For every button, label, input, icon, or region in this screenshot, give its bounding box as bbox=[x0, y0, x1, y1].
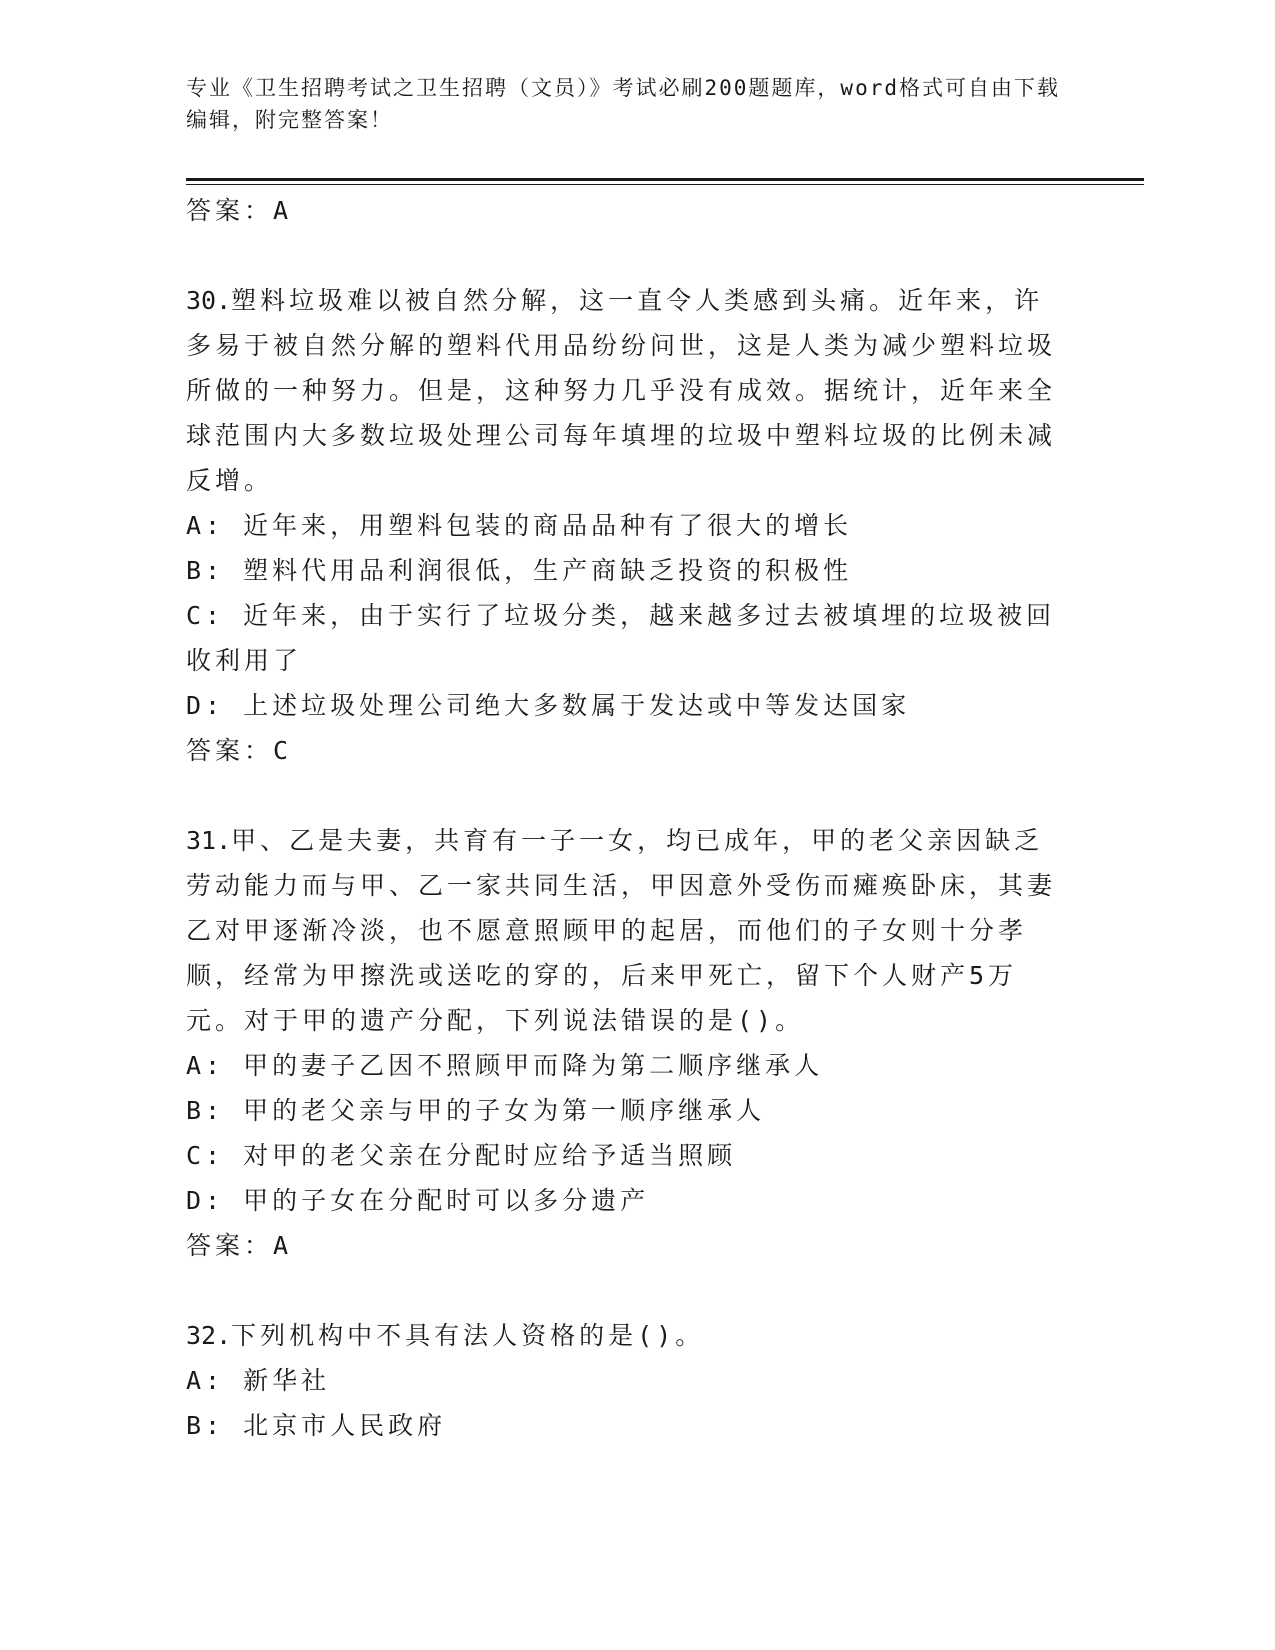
option-b bbox=[186, 1403, 1066, 1448]
option-a bbox=[186, 1358, 1066, 1403]
answer-value: A bbox=[273, 1231, 293, 1260]
option-text: 甲的妻子乙因不照顾甲而降为第二顺序继承人 bbox=[243, 1051, 824, 1080]
option-text: 近年来，用塑料包装的商品品种有了很大的增长 bbox=[243, 511, 853, 540]
option-key: C: bbox=[186, 601, 225, 630]
question-text: 下列机构中不具有法人资格的是()。 bbox=[231, 1321, 705, 1350]
document-body bbox=[186, 188, 1066, 1448]
question-32 bbox=[186, 1313, 1066, 1448]
answer-line bbox=[186, 728, 1066, 773]
option-a bbox=[186, 503, 1066, 548]
option-key: C: bbox=[186, 1141, 225, 1170]
question-text: 甲、乙是夫妻，共育有一子一女，均已成年，甲的老父亲因缺乏劳动能力而与甲、乙一家共同生活，甲因意外受伤而瘫痪卧床，其妻乙对甲逐渐冷淡，也不愿意照顾甲的起居，而他们的子女则十分孝顺，经常为甲擦洗或送吃的穿的，后来甲死亡，留下个人财产5万元。对于甲的遗产分配，下列说法错误的是()。 bbox=[186, 826, 1057, 1035]
option-text: 上述垃圾处理公司绝大多数属于发达或中等发达国家 bbox=[243, 691, 911, 720]
question-number: 31. bbox=[186, 826, 232, 855]
answer-label: 答案： bbox=[186, 1231, 274, 1260]
option-d bbox=[186, 683, 1066, 728]
option-key: A: bbox=[186, 511, 225, 540]
answer-line bbox=[186, 188, 1066, 233]
option-key: D: bbox=[186, 691, 225, 720]
answer-value: A bbox=[273, 196, 293, 225]
option-key: B: bbox=[186, 1096, 225, 1125]
option-text: 近年来，由于实行了垃圾分类，越来越多过去被填埋的垃圾被回收利用了 bbox=[186, 601, 1056, 675]
option-a bbox=[186, 1043, 1066, 1088]
question-stem bbox=[186, 278, 1066, 503]
question-stem bbox=[186, 1313, 1066, 1358]
question-text: 塑料垃圾难以被自然分解，这一直令人类感到头痛。近年来，许多易于被自然分解的塑料代用品纷纷问世，这是人类为减少塑料垃圾所做的一种努力。但是，这种努力几乎没有成效。据统计，近年来全球范围内大多数垃圾处理公司每年填埋的垃圾中塑料垃圾的比例未减反增。 bbox=[186, 286, 1057, 495]
option-d bbox=[186, 1178, 1066, 1223]
document-header: 专业《卫生招聘考试之卫生招聘（文员）》考试必刷200题题库，word格式可自由下载编辑，附完整答案！ bbox=[186, 76, 1060, 132]
option-text: 北京市人民政府 bbox=[243, 1411, 447, 1440]
question-stem bbox=[186, 818, 1066, 1043]
answer-label: 答案： bbox=[186, 196, 274, 225]
option-text: 甲的老父亲与甲的子女为第一顺序继承人 bbox=[243, 1096, 766, 1125]
question-31 bbox=[186, 818, 1066, 1268]
header-rule-thin bbox=[186, 184, 1144, 185]
option-c bbox=[186, 593, 1066, 683]
option-text: 塑料代用品利润很低，生产商缺乏投资的积极性 bbox=[243, 556, 853, 585]
answer-value: C bbox=[273, 736, 293, 765]
option-c bbox=[186, 1133, 1066, 1178]
option-key: B: bbox=[186, 1411, 225, 1440]
option-key: A: bbox=[186, 1051, 225, 1080]
option-text: 甲的子女在分配时可以多分遗产 bbox=[243, 1186, 650, 1215]
header-rule-thick bbox=[186, 178, 1144, 181]
option-b bbox=[186, 548, 1066, 593]
answer-line bbox=[186, 1223, 1066, 1268]
answer-label: 答案： bbox=[186, 736, 274, 765]
question-number: 32. bbox=[186, 1321, 232, 1350]
option-b bbox=[186, 1088, 1066, 1133]
option-text: 新华社 bbox=[243, 1366, 331, 1395]
option-key: D: bbox=[186, 1186, 225, 1215]
option-key: B: bbox=[186, 556, 225, 585]
option-text: 对甲的老父亲在分配时应给予适当照顾 bbox=[243, 1141, 737, 1170]
question-number: 30. bbox=[186, 286, 232, 315]
option-key: A: bbox=[186, 1366, 225, 1395]
question-30 bbox=[186, 278, 1066, 773]
